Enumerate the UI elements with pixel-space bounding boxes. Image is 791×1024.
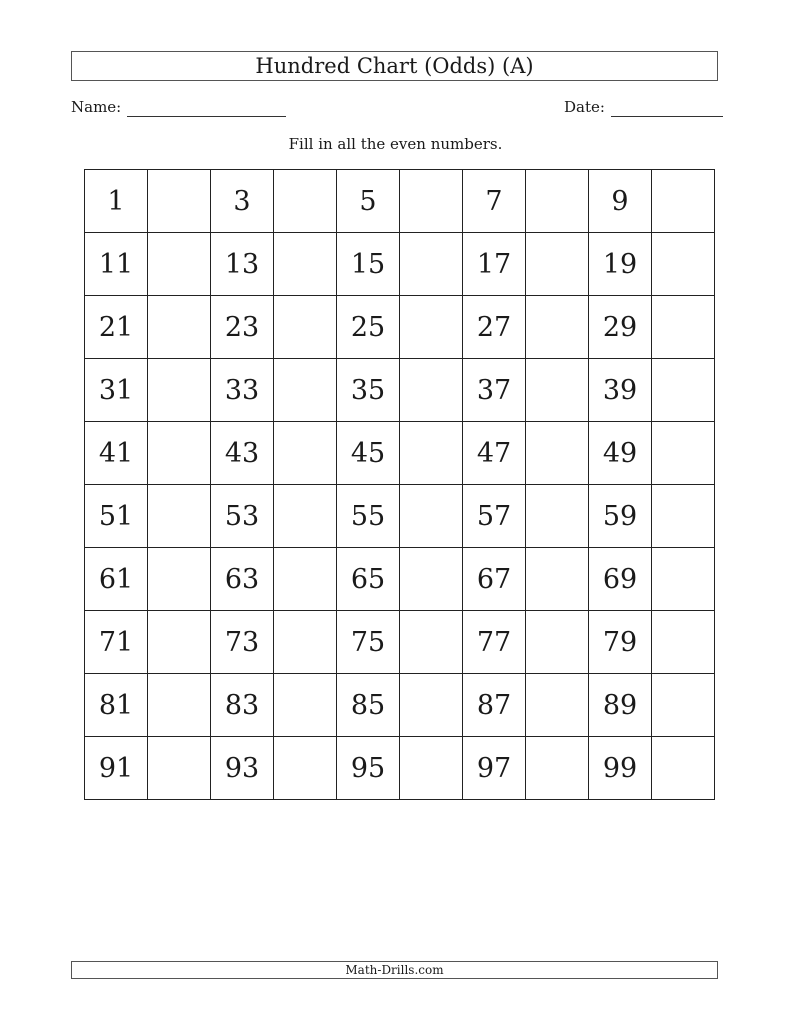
number-cell: 85 (337, 674, 400, 737)
blank-cell[interactable] (652, 674, 715, 737)
number-cell: 7 (463, 170, 526, 233)
blank-cell[interactable] (400, 548, 463, 611)
blank-cell[interactable] (148, 611, 211, 674)
blank-cell[interactable] (400, 233, 463, 296)
number-cell: 43 (211, 422, 274, 485)
number-cell: 1 (85, 170, 148, 233)
number-cell: 63 (211, 548, 274, 611)
blank-cell[interactable] (400, 296, 463, 359)
blank-cell[interactable] (400, 674, 463, 737)
blank-cell[interactable] (652, 611, 715, 674)
number-cell: 39 (589, 359, 652, 422)
number-cell: 41 (85, 422, 148, 485)
blank-cell[interactable] (526, 674, 589, 737)
number-cell: 99 (589, 737, 652, 800)
number-cell: 33 (211, 359, 274, 422)
chart-row (85, 170, 715, 233)
blank-cell[interactable] (526, 233, 589, 296)
number-cell: 73 (211, 611, 274, 674)
chart-row (85, 485, 715, 548)
number-cell: 31 (85, 359, 148, 422)
number-cell: 53 (211, 485, 274, 548)
chart-row (85, 359, 715, 422)
blank-cell[interactable] (652, 548, 715, 611)
number-cell: 19 (589, 233, 652, 296)
number-cell: 21 (85, 296, 148, 359)
number-cell: 69 (589, 548, 652, 611)
number-cell: 29 (589, 296, 652, 359)
blank-cell[interactable] (274, 485, 337, 548)
number-cell: 13 (211, 233, 274, 296)
blank-cell[interactable] (526, 170, 589, 233)
number-cell: 45 (337, 422, 400, 485)
blank-cell[interactable] (400, 737, 463, 800)
blank-cell[interactable] (526, 296, 589, 359)
number-cell: 89 (589, 674, 652, 737)
blank-cell[interactable] (148, 737, 211, 800)
blank-cell[interactable] (400, 359, 463, 422)
number-cell: 55 (337, 485, 400, 548)
chart-row (85, 233, 715, 296)
blank-cell[interactable] (652, 422, 715, 485)
number-cell: 35 (337, 359, 400, 422)
blank-cell[interactable] (652, 359, 715, 422)
blank-cell[interactable] (274, 674, 337, 737)
blank-cell[interactable] (652, 233, 715, 296)
number-cell: 91 (85, 737, 148, 800)
chart-row (85, 611, 715, 674)
blank-cell[interactable] (274, 611, 337, 674)
blank-cell[interactable] (400, 422, 463, 485)
number-cell: 27 (463, 296, 526, 359)
blank-cell[interactable] (148, 170, 211, 233)
blank-cell[interactable] (274, 737, 337, 800)
blank-cell[interactable] (652, 296, 715, 359)
number-cell: 67 (463, 548, 526, 611)
number-cell: 75 (337, 611, 400, 674)
blank-cell[interactable] (526, 611, 589, 674)
number-cell: 83 (211, 674, 274, 737)
blank-cell[interactable] (526, 359, 589, 422)
blank-cell[interactable] (148, 359, 211, 422)
hundred-chart-grid (84, 169, 715, 800)
number-cell: 71 (85, 611, 148, 674)
number-cell: 57 (463, 485, 526, 548)
blank-cell[interactable] (526, 422, 589, 485)
footer-site-credit: Math-Drills.com (71, 961, 718, 979)
blank-cell[interactable] (274, 170, 337, 233)
name-label: Name: (71, 98, 122, 116)
blank-cell[interactable] (652, 170, 715, 233)
blank-cell[interactable] (274, 233, 337, 296)
blank-cell[interactable] (274, 359, 337, 422)
number-cell: 51 (85, 485, 148, 548)
blank-cell[interactable] (148, 296, 211, 359)
number-cell: 93 (211, 737, 274, 800)
blank-cell[interactable] (148, 674, 211, 737)
chart-row (85, 737, 715, 800)
instructions: Fill in all the even numbers. (288, 135, 503, 153)
blank-cell[interactable] (274, 422, 337, 485)
number-cell: 5 (337, 170, 400, 233)
blank-cell[interactable] (148, 548, 211, 611)
page-title: Hundred Chart (Odds) (A) (71, 51, 718, 81)
chart-row (85, 296, 715, 359)
blank-cell[interactable] (526, 548, 589, 611)
number-cell: 23 (211, 296, 274, 359)
blank-cell[interactable] (652, 737, 715, 800)
blank-cell[interactable] (274, 296, 337, 359)
blank-cell[interactable] (652, 485, 715, 548)
blank-cell[interactable] (148, 422, 211, 485)
number-cell: 97 (463, 737, 526, 800)
number-cell: 25 (337, 296, 400, 359)
chart-row (85, 674, 715, 737)
blank-cell[interactable] (148, 233, 211, 296)
chart-row (85, 548, 715, 611)
blank-cell[interactable] (148, 485, 211, 548)
number-cell: 11 (85, 233, 148, 296)
blank-cell[interactable] (526, 737, 589, 800)
name-blank-line[interactable] (127, 98, 286, 117)
chart-row (85, 422, 715, 485)
blank-cell[interactable] (400, 611, 463, 674)
blank-cell[interactable] (526, 485, 589, 548)
date-blank-line[interactable] (611, 98, 723, 117)
name-field-row (71, 97, 286, 117)
number-cell: 59 (589, 485, 652, 548)
number-cell: 79 (589, 611, 652, 674)
date-field-row (564, 97, 723, 117)
number-cell: 9 (589, 170, 652, 233)
date-label: Date: (564, 98, 605, 116)
number-cell: 61 (85, 548, 148, 611)
number-cell: 77 (463, 611, 526, 674)
number-cell: 65 (337, 548, 400, 611)
number-cell: 81 (85, 674, 148, 737)
number-cell: 47 (463, 422, 526, 485)
blank-cell[interactable] (400, 485, 463, 548)
number-cell: 15 (337, 233, 400, 296)
blank-cell[interactable] (400, 170, 463, 233)
number-cell: 95 (337, 737, 400, 800)
blank-cell[interactable] (274, 548, 337, 611)
number-cell: 17 (463, 233, 526, 296)
number-cell: 87 (463, 674, 526, 737)
number-cell: 3 (211, 170, 274, 233)
number-cell: 49 (589, 422, 652, 485)
number-cell: 37 (463, 359, 526, 422)
